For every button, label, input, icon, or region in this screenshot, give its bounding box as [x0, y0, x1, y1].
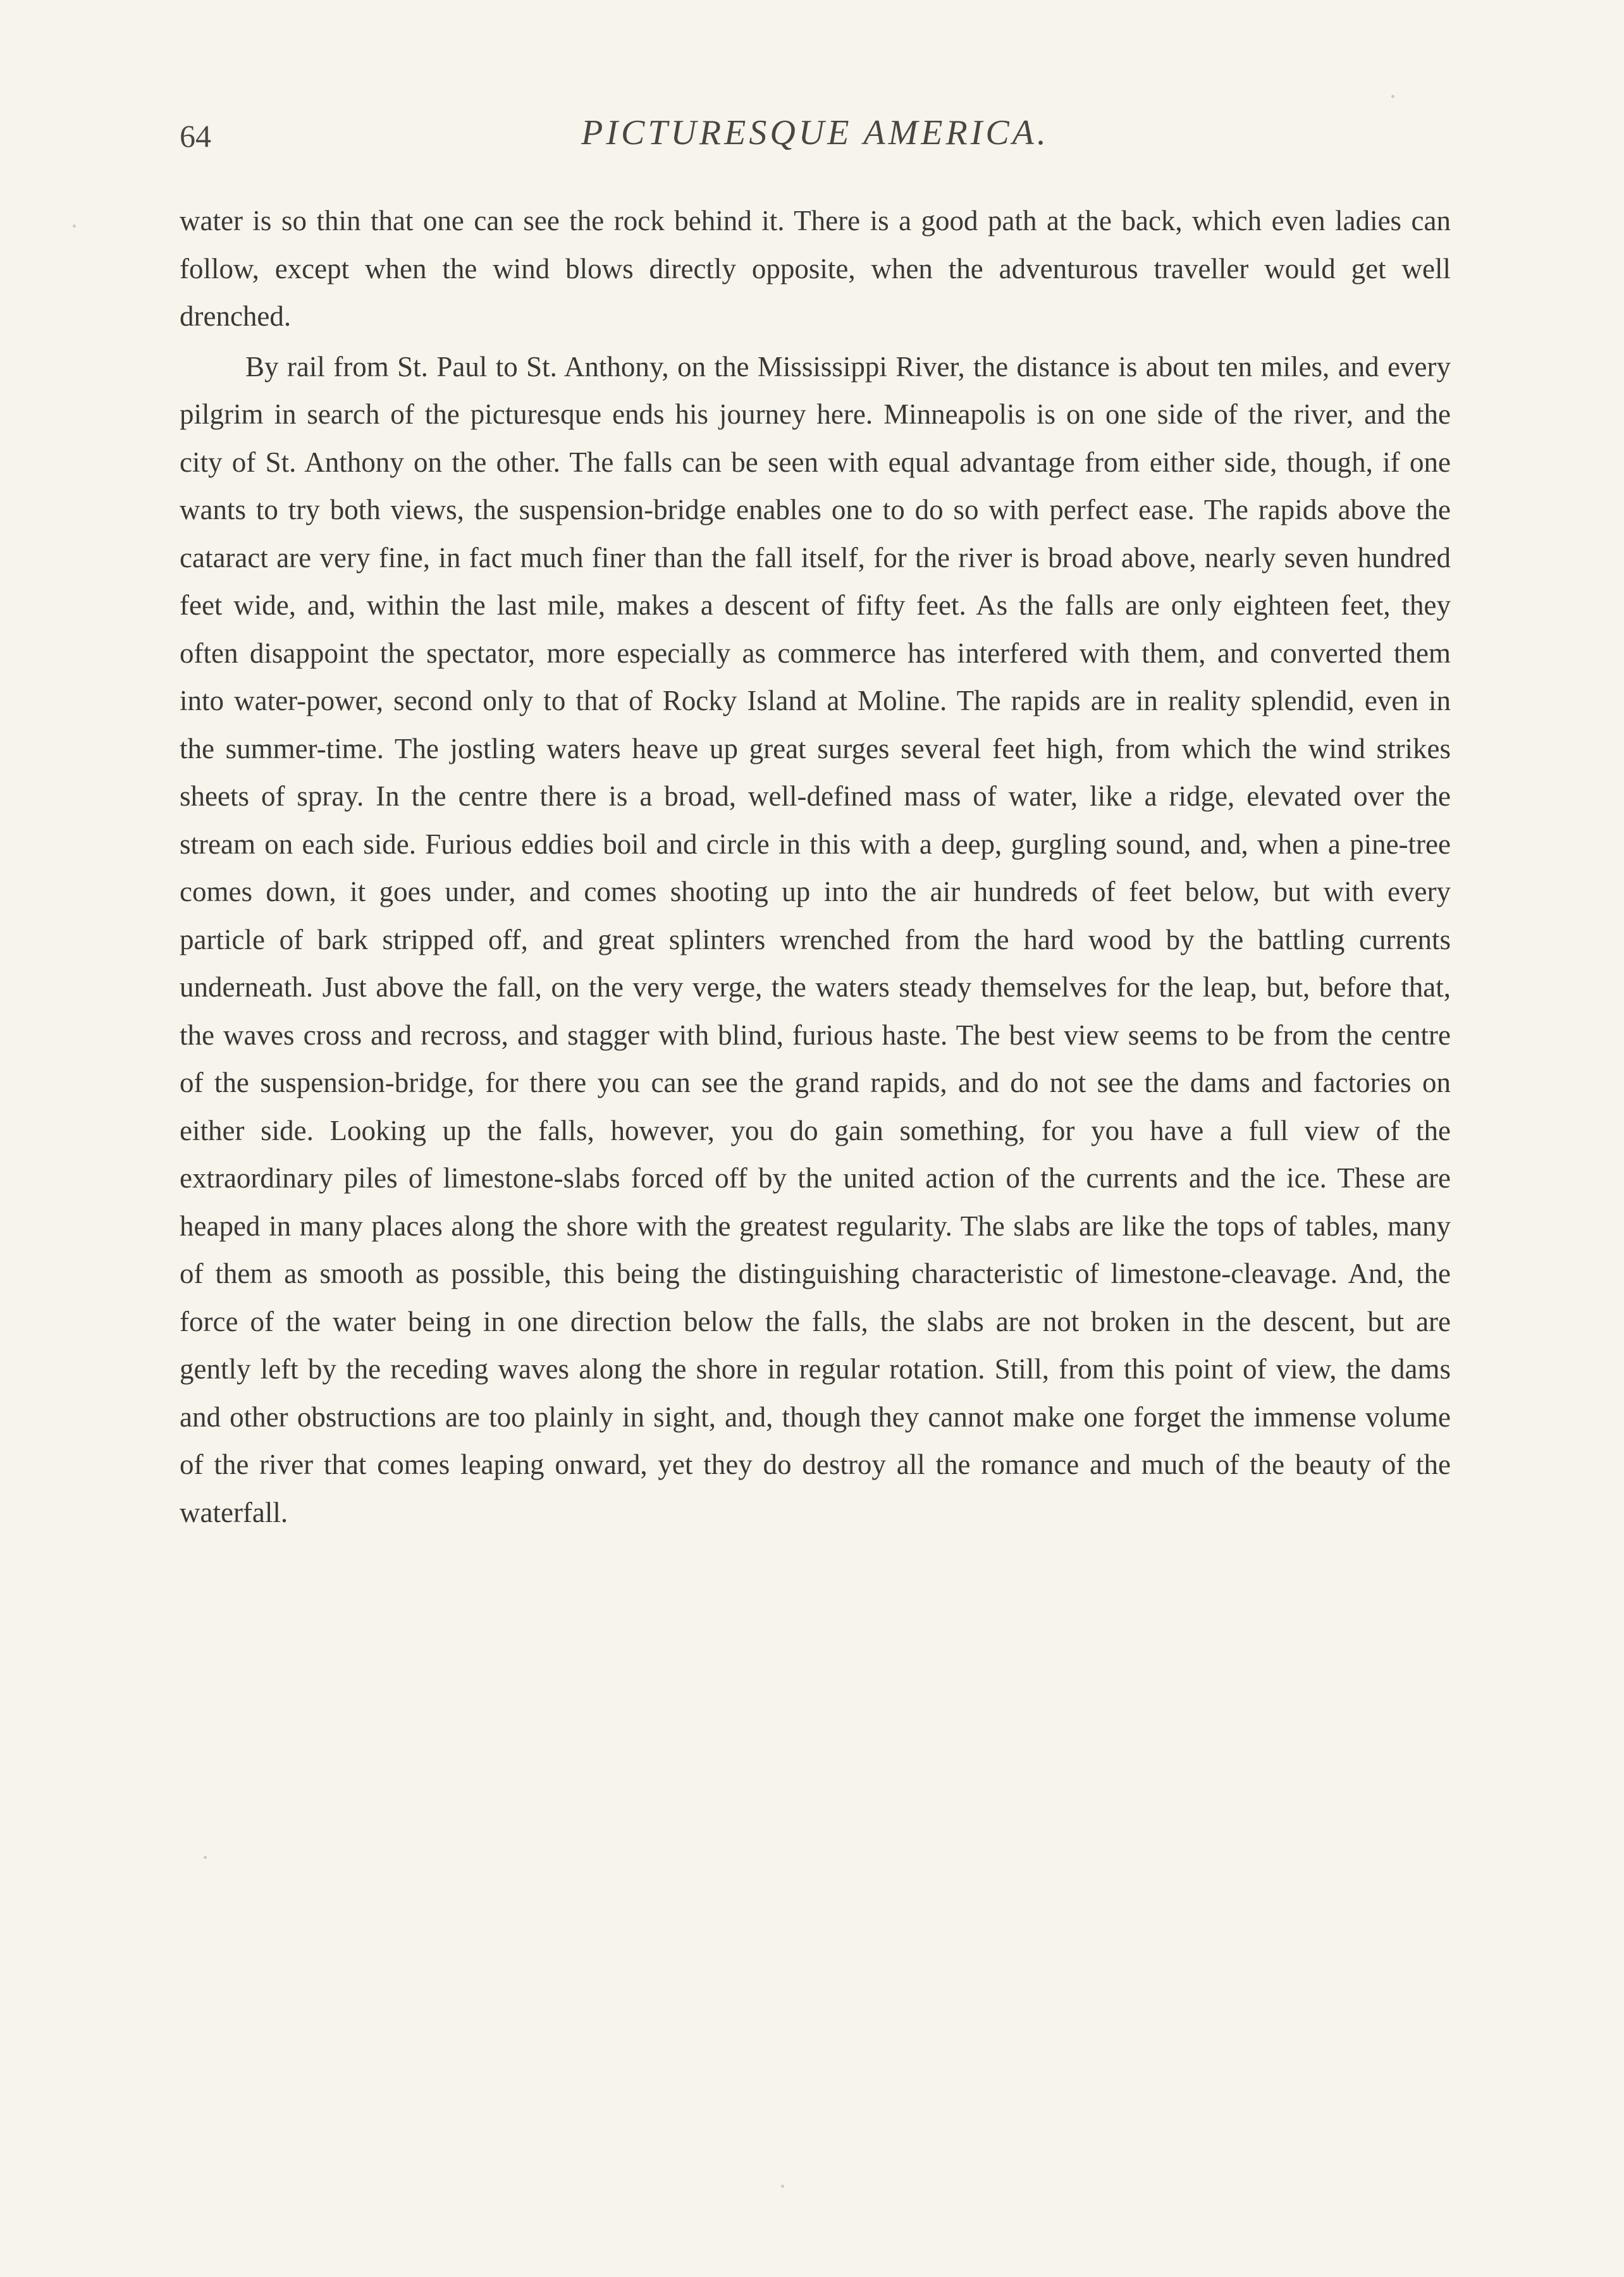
paper-speck — [73, 224, 76, 228]
paper-speck — [781, 2185, 784, 2188]
paper-speck — [1391, 95, 1394, 98]
running-head — [180, 106, 1451, 163]
paragraph-continued: water is so thin that one can see the rock behind it. There is a good path at the back, which even ladies can follow, except when the wind blows directly opposite, when the adventurous traveller would get well drenched. — [180, 205, 1451, 332]
page-number: 64 — [180, 118, 211, 154]
paragraph-st-anthony-falls: By rail from St. Paul to St. Anthony, on the Mississippi River, the distance is about ten miles, and every pilgrim in search of the picturesque ends his journey here. Minneapolis is on one side of the river, and the city of St. Anthony on the other. The falls can be seen with equal advantage from either side, though, if one wants to try both views, the suspension-bridge enables one to do so with perfect ease. The rapids above the cataract are very fine, in fact much finer than the fall itself, for the river is broad above, nearly seven hundred feet wide, and, within the last mile, makes a descent of fifty feet. As the falls are only eighteen feet, they often disappoint the spectator, more especially as commerce has interfered with them, and converted them into water-power, second only to that of Rocky Island at Moline. The rapids are in reality splendid, even in the summer-time. The jostling waters heave up great surges several feet high, from which the wind strikes sheets of spray. In the centre there is a broad, well-defined mass of water, like a ridge, elevated over the stream on each side. Furious eddies boil and circle in this with a deep, gurgling sound, and, when a pine-tree comes down, it goes under, and comes shooting up into the air hundreds of feet below, but with every particle of bark stripped off, and great splinters wrenched from the hard wood by the battling currents underneath. Just above the fall, on the very verge, the waters steady themselves for the leap, but, before that, the waves cross and recross, and stagger with blind, furious haste. The best view seems to be from the centre of the suspension-bridge, for there you can see the grand rapids, and do not see the dams and factories on either side. Looking up the falls, however, you do gain something, for you have a full view of the extraordinary piles of limestone-slabs forced off by the united action of the currents and the ice. These are heaped in many places along the shore with the greatest regularity. The slabs are like the tops of tables, many of them as smooth as possible, this being the distinguishing characteristic of limestone-cleavage. And, the force of the water being in one direction below the falls, the slabs are not broken in the descent, but are gently left by the receding waves along the shore in regular rotation. Still, from this point of view, the dams and other obstructions are too plainly in sight, and, though they cannot make one forget the immense volume of the river that comes leaping onward, yet they do destroy all the romance and much of the beauty of the waterfall. — [180, 350, 1451, 1528]
paper-speck — [204, 1856, 207, 1859]
running-title: PICTURESQUE AMERICA. — [581, 113, 1049, 152]
body-text — [180, 197, 1451, 1537]
